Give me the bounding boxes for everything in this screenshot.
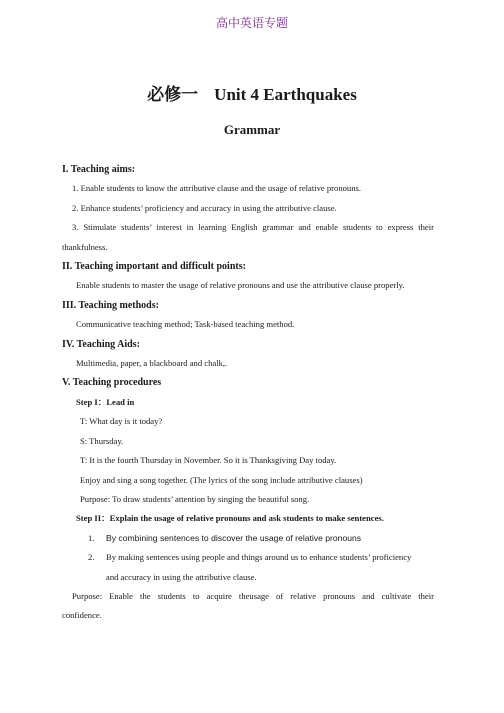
aim-item-1: 1. Enable students to know the attributive clause and the usage of relative pronouns. [72,183,362,194]
section-heading-points: II. Teaching important and difficult points: [62,261,246,273]
aim-item-3-line1: 3. Stimulate students’ interest in learning English grammar and enable students to express their [72,222,434,233]
methods-text: Communicative teaching method; Task-based teaching method. [76,319,295,330]
step1-line: S: Thursday. [80,435,124,446]
title-english: Unit 4 Earthquakes [214,85,357,104]
step2-item-2-number: 2. [88,552,95,563]
step1-line: Enjoy and sing a song together. (The lyrics of the song include attributive clauses) [80,474,363,485]
step1-title: Step I：Lead in [76,396,135,407]
aim-item-3-line2: thankfulness. [62,241,108,252]
page-title [0,80,504,105]
step2-item-2 [62,548,434,567]
section-heading-aims: I. Teaching aims: [62,164,136,175]
step2-title: Step II：Explain the usage of relative pronouns and ask students to make sentences. [76,513,384,524]
step2-item-2-continued: and accuracy in using the attributive clause. [106,571,257,582]
step2-item-1-text: By combining sentences to discover the usage of relative pronouns [106,532,362,543]
step1-line: T: What day is it today? [80,416,163,427]
section-heading-aids: IV. Teaching Aids: [62,338,140,350]
aim-item-2: 2. Enhance students’ proficiency and accuracy in using the attributive clause. [72,202,337,213]
page-subtitle: Grammar [223,122,281,137]
points-text: Enable students to master the usage of relative pronouns and use the attributive clause properly. [76,280,405,291]
aids-text: Multimedia, paper, a blackboard and chalk,. [76,358,228,369]
step1-line: Purpose: To draw students’ attention by singing the beautiful song. [80,493,310,504]
step1-line: T: It is the fourth Thursday in November. So it is Thanksgiving Day today. [80,455,337,466]
step2-item-2-text: By making sentences using people and things around us to enhance students’ proficiency [106,552,412,563]
step2-purpose-line2: confidence. [62,610,102,621]
title-chinese: 必修一 [147,85,199,105]
page-header: 高中英语专题 [215,16,288,30]
section-heading-methods: III. Teaching methods: [62,299,159,311]
step2-item-1-number: 1. [88,532,95,543]
section-heading-procedures: V. Teaching procedures [62,377,162,389]
step2-purpose-line1: Purpose: Enable the students to acquire theusage of relative pronouns and cultivate their [72,590,434,601]
step2-item-1 [62,529,434,548]
document-body [62,160,434,626]
